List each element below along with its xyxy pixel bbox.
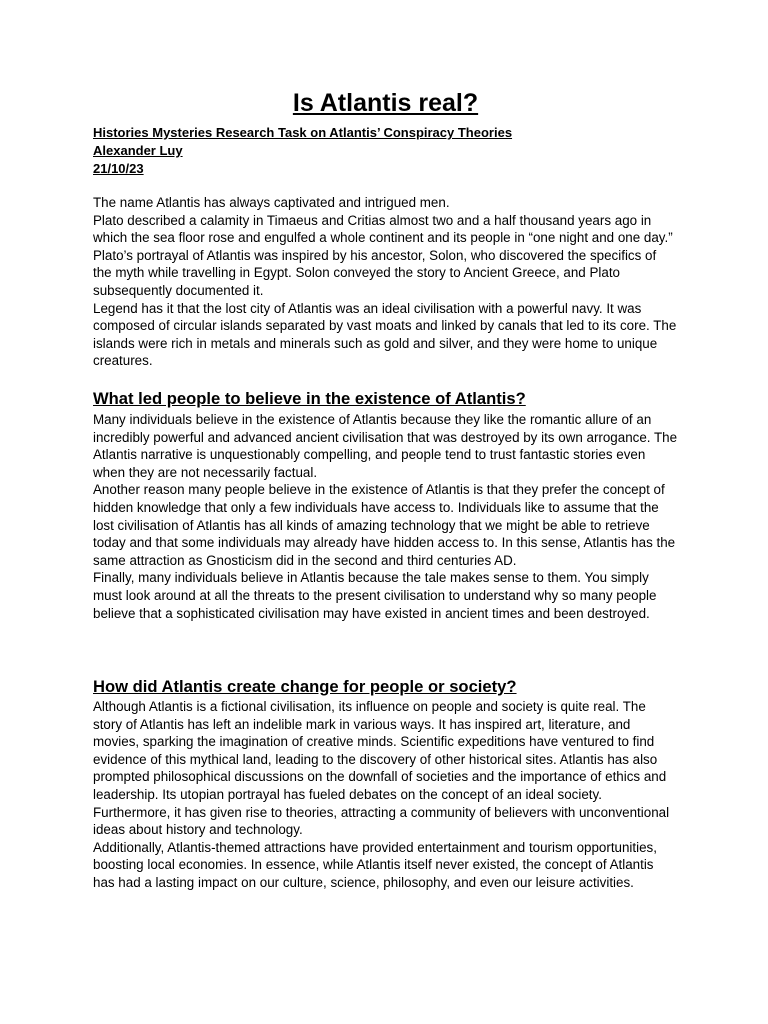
- document-date: 21/10/23: [93, 160, 144, 176]
- intro-section: [93, 194, 678, 370]
- section-paragraph: Many individuals believe in the existence of Atlantis because they like the romantic allure of an incredibly powerful and advanced ancient civilisation that was destroyed by its own arrogance. The Atlantis narrative is unquestionably compelling, and people tend to trust fantastic stories even when they are not necessarily factual.: [93, 412, 678, 480]
- section-belief: [93, 411, 678, 622]
- document-title: Is Atlantis real?: [292, 89, 479, 117]
- section-change: [93, 698, 678, 892]
- intro-paragraph: The name Atlantis has always captivated and intrigued men.: [93, 195, 450, 210]
- document-meta: [93, 124, 512, 177]
- section-heading-belief: What led people to believe in the existence of Atlantis?: [93, 389, 526, 408]
- intro-paragraph: Plato described a calamity in Timaeus and Critias almost two and a half thousand years ago in which the sea floor rose and engulfed a whole continent and its people in “one night and one day.” Plato’s portrayal of Atlantis was inspired by his ancestor, Solon, who discovered the specifics of the myth while travelling in Egypt. Solon conveyed the story to Ancient Greece, and Plato subsequently documented it.: [93, 212, 673, 298]
- section-heading-change: How did Atlantis create change for people or society?: [93, 677, 517, 696]
- section-paragraph: Finally, many individuals believe in Atlantis because the tale makes sense to them. You simply must look around at all the threats to the present civilisation to understand why so many people believe that a sophisticated civilisation may have existed in ancient times and been destroyed.: [93, 570, 657, 621]
- section-paragraph: Although Atlantis is a fictional civilisation, its influence on people and society is quite real. The story of Atlantis has left an indelible mark in various ways. It has inspired art, literature, and movies, sparking the imagination of creative minds. Scientific expeditions have ventured to find evidence of this mythical land, leading to the discovery of other historical sites. Atlantis has also prompted philosophical discussions on the downfall of societies and the importance of ethics and leadership. Its utopian portrayal has fueled debates on the concept of an ideal society. Furthermore, it has given rise to theories, attracting a community of believers with unconventional ideas about history and technology.: [93, 699, 670, 838]
- document-subtitle: Histories Mysteries Research Task on Atlantis’ Conspiracy Theories: [93, 125, 513, 140]
- intro-paragraph: Legend has it that the lost city of Atlantis was an ideal civilisation with a powerful navy. It was composed of circular islands separated by vast moats and linked by canals that led to its core. The islands were rich in metals and minerals such as gold and silver, and they were home to unique creatures.: [93, 300, 677, 369]
- section-paragraph: Another reason many people believe in the existence of Atlantis is that they prefer the concept of hidden knowledge that only a few individuals have access to. Individuals like to assume that the lost civilisation of Atlantis has all kinds of amazing technology that we might be able to retrieve today and that some individuals may already have hidden access to. In this sense, Atlantis has the same attraction as Gnosticism did in the second and third centuries AD.: [93, 482, 676, 568]
- document-author: Alexander Luy: [93, 142, 183, 158]
- section-paragraph: Additionally, Atlantis-themed attractions have provided entertainment and tourism opportunities, boosting local economies. In essence, while Atlantis itself never existed, the concept of Atlantis has had a lasting impact on our culture, science, philosophy, and even our leisure activities.: [93, 839, 657, 890]
